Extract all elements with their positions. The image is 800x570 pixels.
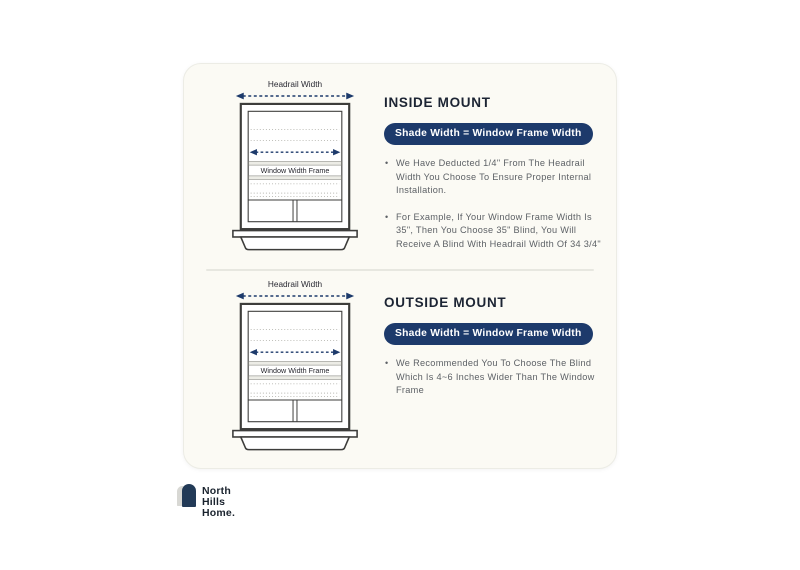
outside-mount-badge: Shade Width = Window Frame Width — [384, 323, 593, 345]
window-width-frame-label: Window Width Frame — [260, 365, 330, 375]
section-divider — [206, 269, 594, 271]
window-sill — [233, 431, 357, 450]
window-sill — [233, 231, 357, 250]
headrail-width-label: Headrail Width — [267, 80, 323, 90]
bullet-item: • We Have Deducted 1/4" From The Headrail Width You Choose To Ensure Proper Internal Installation. — [385, 157, 605, 198]
brand-arch-icon — [177, 483, 199, 509]
outside-mount-heading: OUTSIDE MOUNT — [384, 295, 507, 310]
brand-name-line2: Home. — [202, 507, 236, 519]
infographic-card — [183, 63, 617, 469]
outside-mount-bullet-list — [385, 357, 605, 411]
headrail-width-arrow — [236, 293, 354, 300]
brand-name — [202, 486, 235, 519]
outside-mount-window-diagram — [226, 277, 364, 457]
bullet-item: • We Recommended You To Choose The Blind Which Is 4~6 Inches Wider Than The Window Frame — [385, 357, 605, 398]
inside-mount-bullet-list — [385, 157, 605, 264]
inside-mount-badge: Shade Width = Window Frame Width — [384, 123, 593, 145]
brand-name-line1: North Hills — [202, 485, 231, 508]
inside-mount-window-diagram — [226, 77, 364, 257]
window-width-frame-label: Window Width Frame — [260, 165, 330, 175]
headrail-width-arrow — [236, 93, 354, 100]
inside-mount-heading: INSIDE MOUNT — [384, 95, 491, 110]
arch-shape — [182, 484, 196, 507]
headrail-width-label: Headrail Width — [267, 280, 323, 290]
bullet-item: • For Example, If Your Window Frame Width Is 35", Then You Choose 35" Blind, You Will Receive A Blind With Headrail Width Of 34 3/4" — [385, 211, 605, 252]
